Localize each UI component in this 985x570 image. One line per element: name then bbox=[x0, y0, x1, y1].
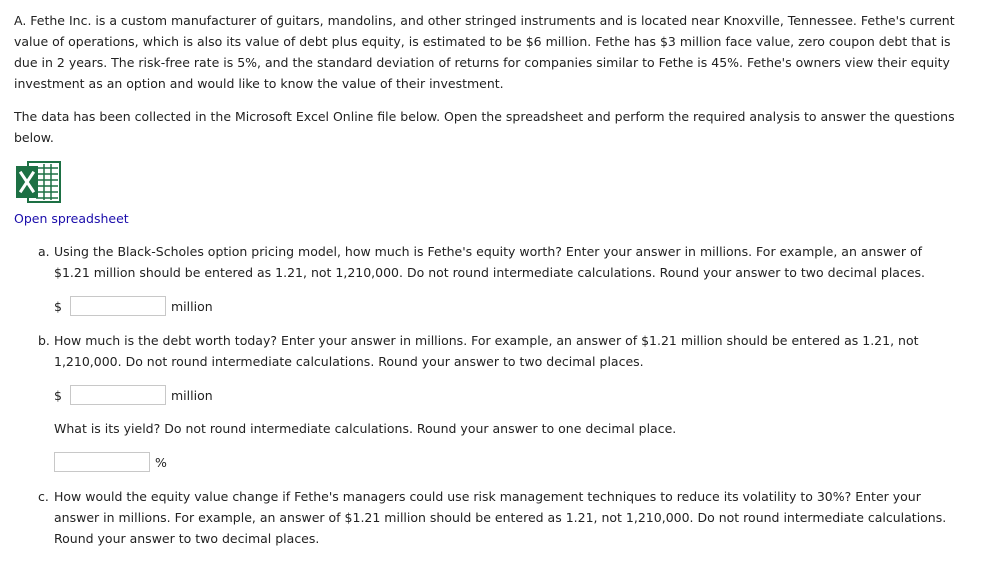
question-b-label: b. bbox=[38, 333, 50, 348]
answer-a-row bbox=[54, 296, 213, 316]
equity-value-input[interactable] bbox=[70, 296, 166, 316]
question-b-text: How much is the debt worth today? Enter your answer in millions. For example, an answer of $1.21 million should be entered as 1.21, not 1,210,000. Do not round intermediate calculations. Round your answer to two decimal places. bbox=[54, 333, 919, 369]
excel-icon[interactable] bbox=[14, 160, 62, 204]
debt-value-input[interactable] bbox=[70, 385, 166, 405]
question-a-label: a. bbox=[38, 244, 50, 259]
currency-symbol: $ bbox=[54, 298, 62, 314]
question-a bbox=[38, 241, 958, 285]
question-c bbox=[38, 486, 958, 552]
question-c-label: c. bbox=[38, 489, 49, 504]
answer-yield-row bbox=[54, 452, 167, 472]
question-a-text: Using the Black-Scholes option pricing model, how much is Fethe's equity worth? Enter your answer in millions. For example, an answer of $1.21 million should be entered as 1.21, not 1,210,000. Do not round intermediate calculations. Round your answer to two decimal places. bbox=[54, 244, 926, 280]
question-c-text: How would the equity value change if Fethe's managers could use risk management techniques to reduce its volatility to 30%? Enter your answer in millions. For example, an answer of $1.21 million should be entered as 1.21, not 1,210,000. Do not round intermediate calculations. Round your answer to two decimal places. bbox=[54, 489, 947, 546]
unit-label: million bbox=[171, 387, 213, 403]
answer-b-row bbox=[54, 385, 213, 405]
currency-symbol: $ bbox=[54, 387, 62, 403]
open-spreadsheet-link[interactable]: Open spreadsheet bbox=[14, 211, 129, 226]
yield-prompt: What is its yield? Do not round intermediate calculations. Round your answer to one decimal place. bbox=[54, 421, 677, 436]
percent-label: % bbox=[155, 454, 167, 470]
problem-intro: A. Fethe Inc. is a custom manufacturer of guitars, mandolins, and other stringed instruments and is located near Knoxville, Tennessee. Fethe's current value of operations, which is also its value of debt plus equity, is estimated to be $6 million. Fethe has $3 million face value, zero coupon debt that is due in 2 years. The risk-free rate is 5%, and the standard deviation of returns for companies similar to Fethe is 45%. Fethe's owners view their equity investment as an option and would like to know the value of their investment. bbox=[14, 13, 955, 91]
yield-input[interactable] bbox=[54, 452, 150, 472]
question-b bbox=[38, 330, 958, 374]
unit-label: million bbox=[171, 298, 213, 314]
data-note: The data has been collected in the Microsoft Excel Online file below. Open the spreadsheet and perform the required analysis to answer the questions below. bbox=[14, 109, 955, 145]
